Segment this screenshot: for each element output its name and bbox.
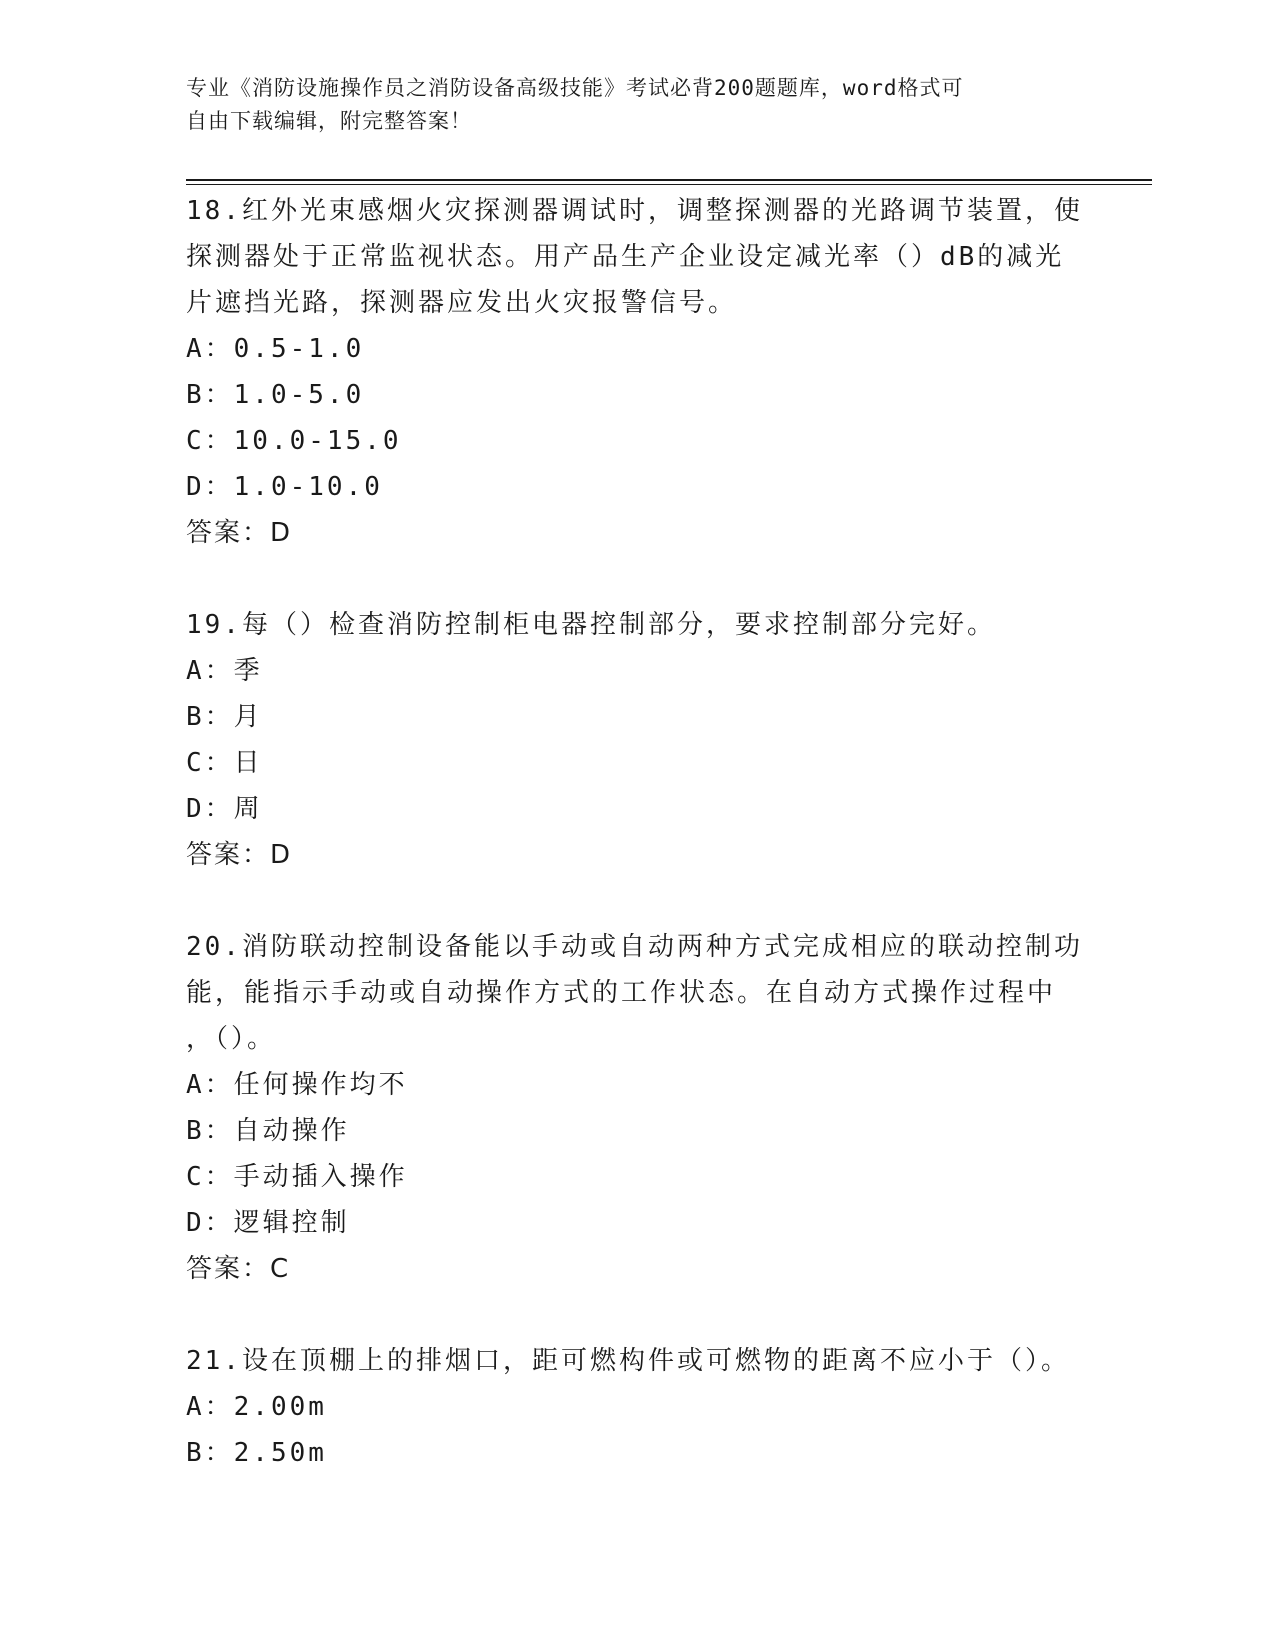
question-line: 21.设在顶棚上的排烟口，距可燃构件或可燃物的距离不应小于（）。 (186, 1346, 1070, 1376)
question-line: 18.红外光束感烟火灾探测器调试时，调整探测器的光路调节装置，使 (186, 196, 1083, 226)
option-c: C：10.0-15.0 (186, 426, 402, 456)
option-a: A：季 (186, 656, 263, 686)
header-line-2: 自由下载编辑，附完整答案！ (186, 109, 472, 133)
answer-label: 答案：D (186, 840, 293, 870)
option-a: A：2.00m (186, 1392, 327, 1422)
option-d: D：1.0-10.0 (186, 472, 383, 502)
option-a: A：任何操作均不 (186, 1070, 408, 1100)
option-a: A：0.5-1.0 (186, 334, 365, 364)
question-line: 片遮挡光路，探测器应发出火灾报警信号。 (186, 288, 738, 318)
question-list (186, 188, 1086, 1522)
answer-label: 答案：C (186, 1254, 291, 1284)
question-line: 19.每（）检查消防控制柜电器控制部分，要求控制部分完好。 (186, 610, 996, 640)
option-b: B：1.0-5.0 (186, 380, 365, 410)
option-b: B：月 (186, 702, 263, 732)
question-line: 能，能指示手动或自动操作方式的工作状态。在自动方式操作过程中 (186, 978, 1057, 1008)
option-c: C：日 (186, 748, 263, 778)
document-header (186, 72, 1066, 138)
question-line: ，（）。 (186, 1024, 277, 1054)
option-b: B：自动操作 (186, 1116, 350, 1146)
question-block-20 (186, 924, 1086, 1292)
header-divider-top (186, 179, 1152, 181)
option-d: D：逻辑控制 (186, 1208, 350, 1238)
question-line: 20.消防联动控制设备能以手动或自动两种方式完成相应的联动控制功 (186, 932, 1083, 962)
question-block-19 (186, 602, 1086, 878)
option-c: C：手动插入操作 (186, 1162, 408, 1192)
question-line: 探测器处于正常监视状态。用产品生产企业设定减光率（）dB的减光 (186, 242, 1065, 272)
answer-label: 答案：D (186, 518, 293, 548)
option-d: D：周 (186, 794, 263, 824)
header-line-1: 专业《消防设施操作员之消防设备高级技能》考试必背200题题库，word格式可 (186, 76, 964, 100)
question-text (186, 1338, 1086, 1384)
question-block-18 (186, 188, 1086, 556)
question-text (186, 188, 1086, 326)
option-b: B：2.50m (186, 1438, 327, 1468)
header-divider-bottom (186, 184, 1152, 185)
question-text (186, 602, 1086, 648)
question-block-21 (186, 1338, 1086, 1476)
question-text (186, 924, 1086, 1062)
